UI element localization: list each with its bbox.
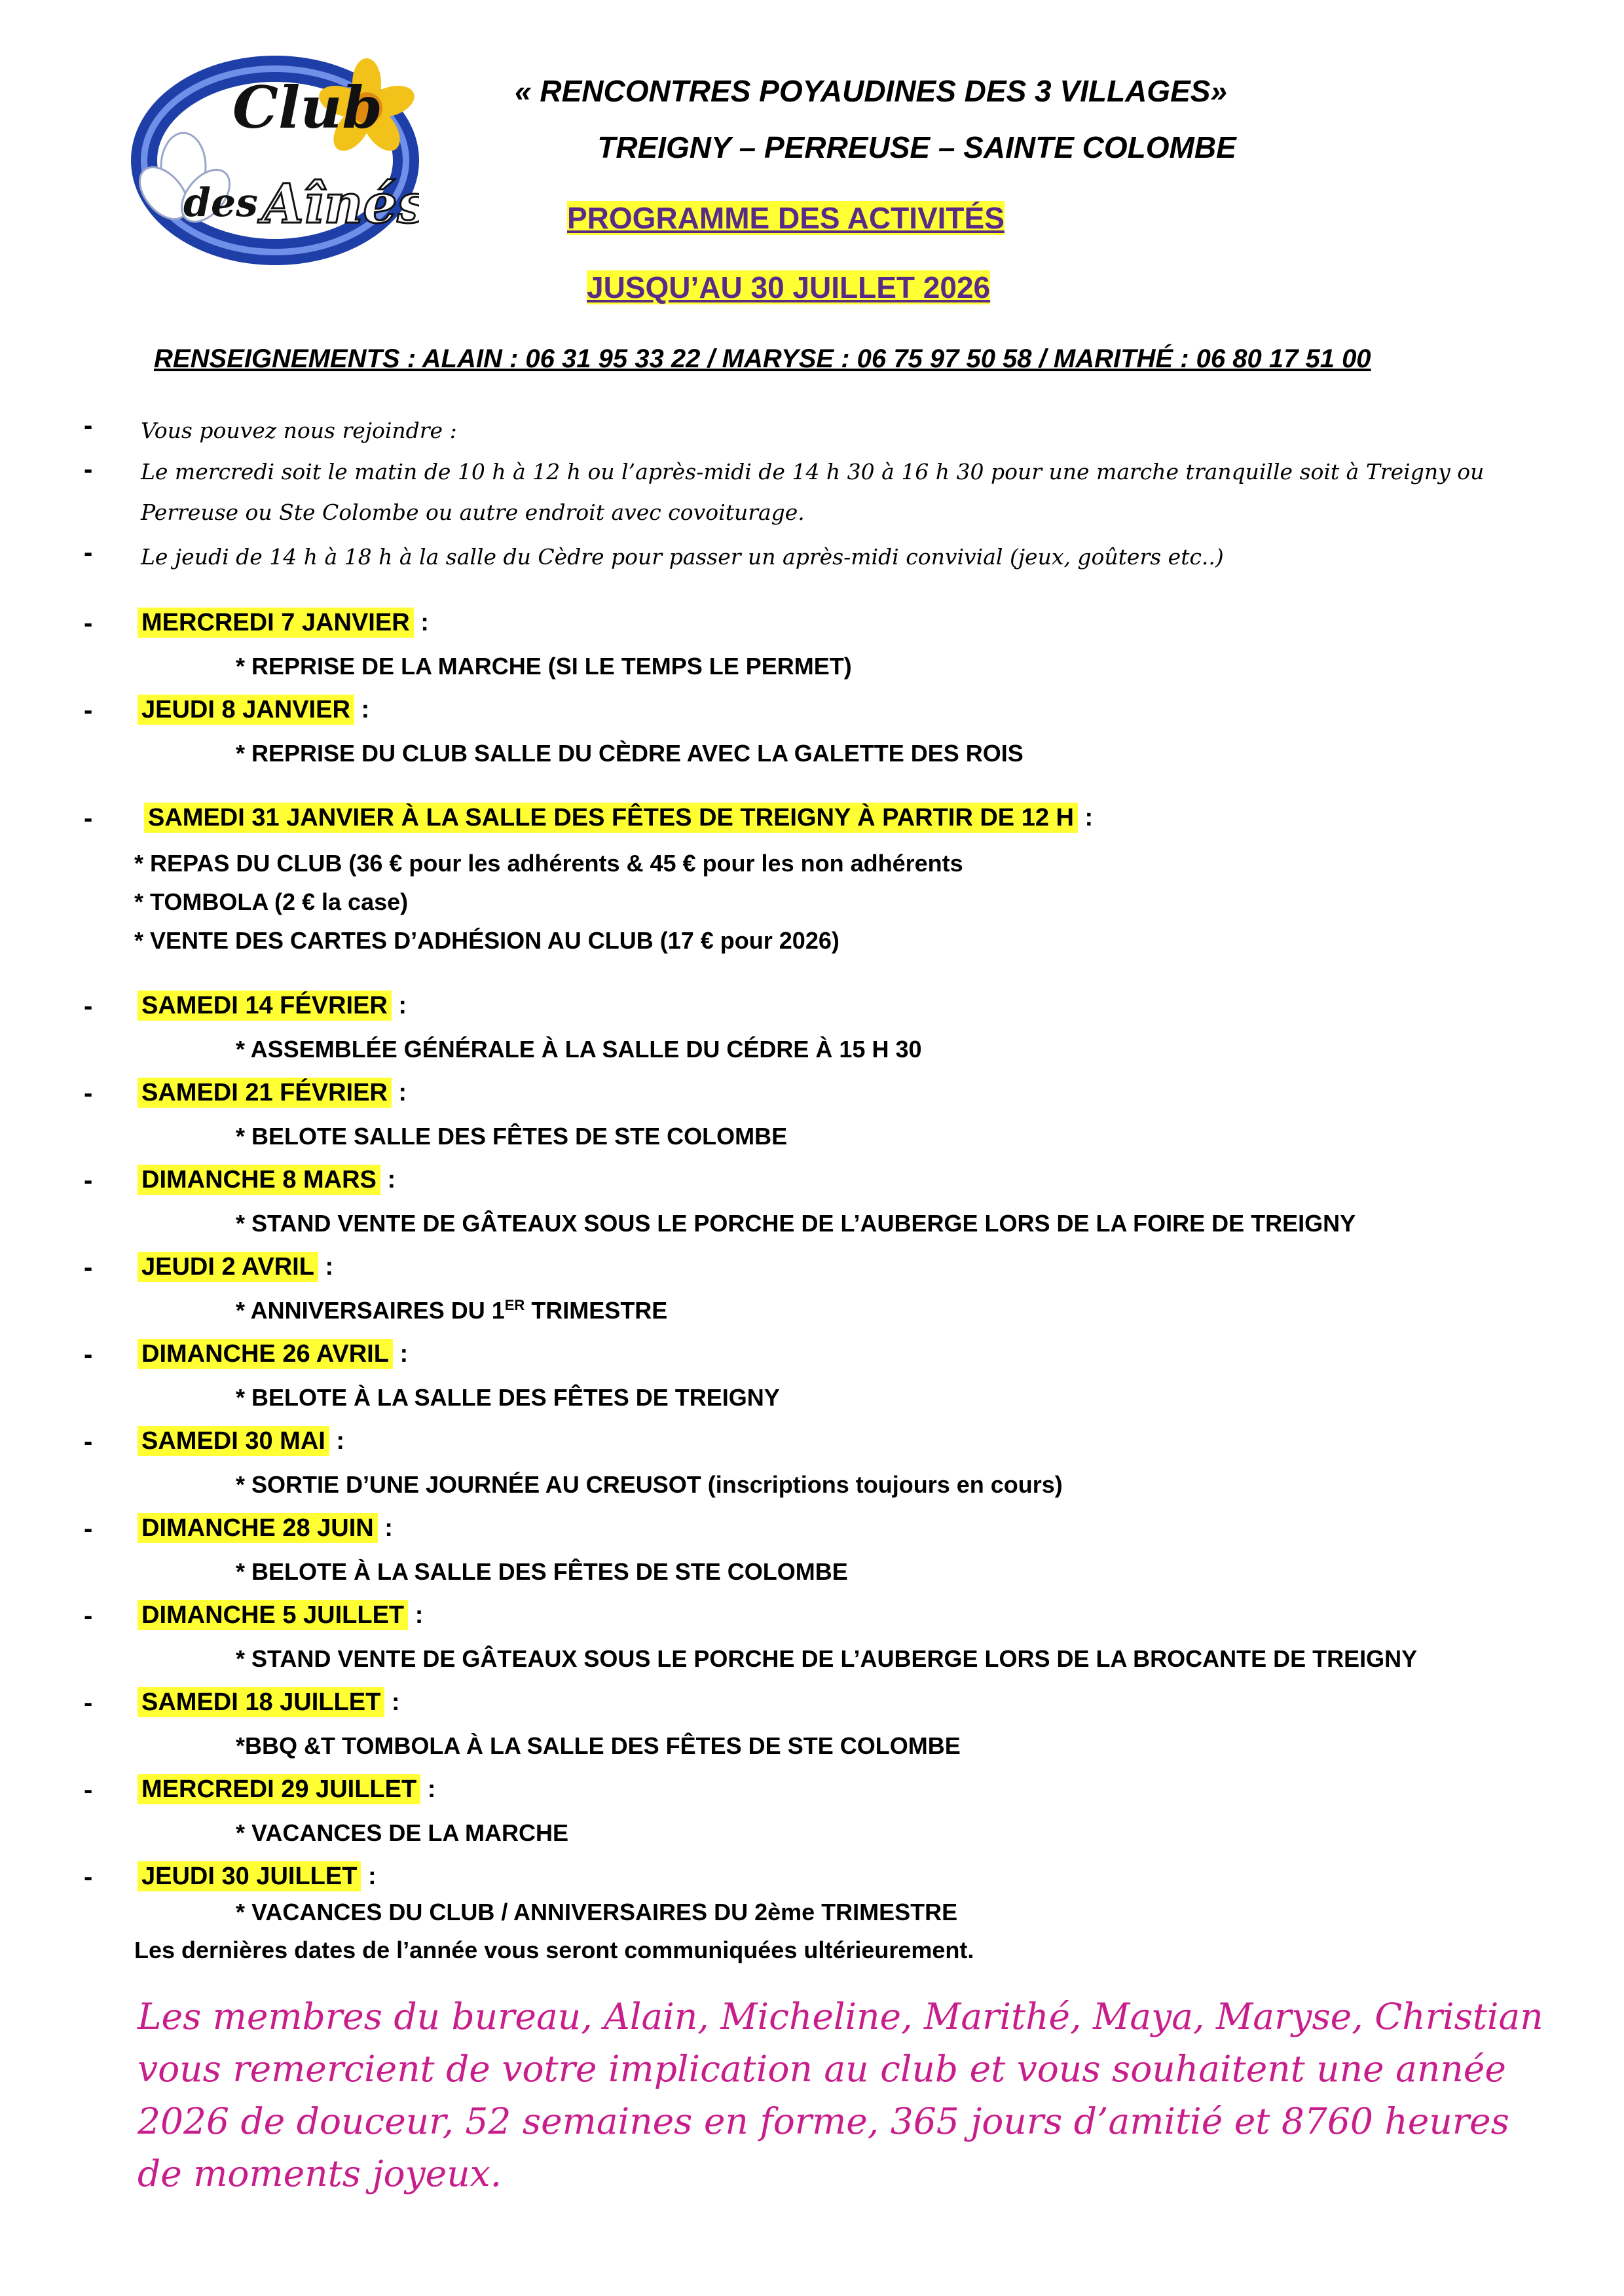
- bullet-dash: -: [84, 696, 93, 725]
- event-date: SAMEDI 30 MAI :: [138, 1427, 344, 1455]
- bullet-dash: -: [84, 804, 93, 833]
- bullet-dash: -: [84, 455, 93, 484]
- event-detail: * STAND VENTE DE GÂTEAUX SOUS LE PORCHE DE L’AUBERGE LORS DE LA BROCANTE DE TREIGNY: [236, 1645, 1418, 1672]
- event-date: DIMANCHE 26 AVRIL :: [138, 1340, 408, 1368]
- bullet-dash: -: [84, 1776, 93, 1804]
- logo-club-word: Club: [232, 73, 382, 141]
- event-detail: *BBQ &T TOMBOLA À LA SALLE DES FÊTES DE STE COLOMBE: [236, 1732, 961, 1759]
- logo-aines-word: Aînés: [262, 173, 419, 236]
- event-date: JEUDI 8 JANVIER :: [138, 696, 369, 724]
- bullet-dash: -: [84, 411, 93, 440]
- event-detail: * STAND VENTE DE GÂTEAUX SOUS LE PORCHE DE L’AUBERGE LORS DE LA FOIRE DE TREIGNY: [236, 1210, 1356, 1237]
- contact-line: RENSEIGNEMENTS : ALAIN : 06 31 95 33 22 / MARYSE : 06 75 97 50 58 / MARITHÉ : 06 80 17 51 00: [154, 344, 1371, 373]
- bullet-dash: -: [84, 992, 93, 1021]
- event-detail: * REPAS DU CLUB (36 € pour les adhérents & 45 € pour les non adhérents: [134, 850, 963, 877]
- bullet-dash: -: [84, 1688, 93, 1717]
- event-date: SAMEDI 14 FÉVRIER :: [138, 992, 407, 1020]
- event-date: DIMANCHE 8 MARS :: [138, 1166, 396, 1194]
- bullet-dash: -: [84, 1514, 93, 1543]
- bullet-dash: -: [84, 1427, 93, 1456]
- header-title: « RENCONTRES POYAUDINES DES 3 VILLAGES»: [514, 74, 1228, 108]
- event-date: JEUDI 2 AVRIL :: [138, 1253, 333, 1281]
- event-date: SAMEDI 21 FÉVRIER :: [138, 1079, 407, 1107]
- event-date: DIMANCHE 5 JUILLET :: [138, 1601, 423, 1630]
- closing-note: Les dernières dates de l’année vous seront communiquées ultérieurement.: [134, 1937, 974, 1963]
- programme-heading: PROGRAMME DES ACTIVITÉS: [567, 201, 1005, 235]
- bullet-dash: -: [84, 1079, 93, 1108]
- bullet-dash: -: [84, 1601, 93, 1630]
- event-date: SAMEDI 18 JUILLET :: [138, 1688, 400, 1717]
- event-date: JEUDI 30 JUILLET :: [138, 1863, 377, 1891]
- intro-wednesday: Le mercredi soit le matin de 10 h à 12 h ou l’après-midi de 14 h 30 à 16 h 30 pour une marche tranquille soit à Treigny ou Perreuse ou Ste Colombe ou autre endroit avec covoiturage.: [141, 459, 1485, 525]
- event-detail: * BELOTE À LA SALLE DES FÊTES DE STE COLOMBE: [236, 1558, 848, 1585]
- event-detail: * VENTE DES CARTES D’ADHÉSION AU CLUB (17 € pour 2026): [134, 927, 840, 954]
- intro-thursday: Le jeudi de 14 h à 18 h à la salle du Cèdre pour passer un après-midi convivial (jeux, goûters etc..): [141, 544, 1224, 570]
- event-detail: * SORTIE D’UNE JOURNÉE AU CREUSOT (inscriptions toujours en cours): [236, 1471, 1063, 1498]
- bullet-dash: -: [84, 1340, 93, 1369]
- logo-des-word: des: [183, 180, 258, 226]
- event-detail: * REPRISE DE LA MARCHE (SI LE TEMPS LE PERMET): [236, 653, 852, 680]
- thank-you-message: Les membres du bureau, Alain, Micheline, Marithé, Maya, Maryse, Christian vous remercient de votre implication au club et vous souhaitent une année 2026 de douceur, 52 semaines en forme, 365 jours d’amitié et 8760 heures de moments joyeux.: [138, 1995, 1543, 2195]
- bullet-dash: -: [84, 1166, 93, 1195]
- event-date: SAMEDI 31 JANVIER À LA SALLE DES FÊTES DE TREIGNY À PARTIR DE 12 H :: [144, 804, 1093, 832]
- event-detail: * VACANCES DE LA MARCHE: [236, 1819, 569, 1846]
- event-date: MERCREDI 29 JUILLET :: [138, 1776, 435, 1804]
- event-date: MERCREDI 7 JANVIER :: [138, 609, 429, 637]
- bullet-dash: -: [84, 1863, 93, 1891]
- bullet-dash: -: [84, 538, 93, 567]
- event-date: DIMANCHE 28 JUIN :: [138, 1514, 393, 1542]
- until-heading: JUSQU’AU 30 JUILLET 2026: [587, 270, 991, 304]
- event-detail: * VACANCES DU CLUB / ANNIVERSAIRES DU 2ème TRIMESTRE: [236, 1899, 958, 1925]
- event-detail: * TOMBOLA (2 € la case): [134, 888, 409, 915]
- intro-join: Vous pouvez nous rejoindre :: [141, 418, 457, 443]
- event-detail: * REPRISE DU CLUB SALLE DU CÈDRE AVEC LA GALETTE DES ROIS: [236, 740, 1024, 767]
- event-detail: * BELOTE SALLE DES FÊTES DE STE COLOMBE: [236, 1123, 788, 1150]
- event-detail: * ANNIVERSAIRES DU 1ER TRIMESTRE: [236, 1297, 668, 1324]
- event-detail: * ASSEMBLÉE GÉNÉRALE À LA SALLE DU CÉDRE À 15 H 30: [236, 1036, 922, 1063]
- header-villages: TREIGNY – PERREUSE – SAINTE COLOMBE: [597, 130, 1236, 164]
- event-detail: * BELOTE À LA SALLE DES FÊTES DE TREIGNY: [236, 1384, 780, 1411]
- bullet-dash: -: [84, 1253, 93, 1282]
- bullet-dash: -: [84, 609, 93, 638]
